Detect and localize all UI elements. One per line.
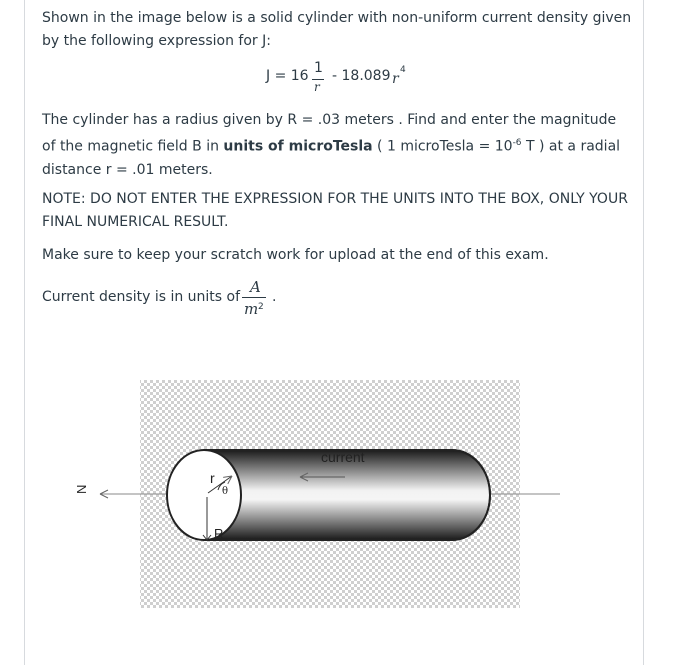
eq-exponent: 4 — [400, 65, 406, 75]
density-den-base: m — [244, 300, 259, 318]
cylinder-figure — [60, 380, 580, 610]
eq-var: r — [392, 71, 399, 87]
cylinder-end-face — [167, 450, 241, 540]
eq-lhs: J = 16 — [266, 68, 309, 84]
density-units-line — [42, 276, 632, 326]
density-den-exp: 2 — [258, 302, 264, 312]
density-period: . — [272, 289, 277, 305]
problem-text-part2: ( 1 microTesla = 10 — [372, 138, 513, 155]
N-label: N — [74, 484, 89, 494]
density-units-text: Current density is in units of — [42, 289, 241, 305]
scratch-text: Make sure to keep your scratch work for upload at the end of this exam. — [42, 247, 549, 263]
intro-text: Shown in the image below is a solid cylinder with non-uniform current density given by the following expression for J: — [42, 10, 632, 49]
r-label: r — [210, 470, 215, 486]
eq-middle: - 18.089 — [332, 68, 391, 84]
density-numerator: A — [250, 278, 261, 296]
R-label: R — [214, 526, 224, 541]
problem-text-part3: T ) at a radial distance r = .01 meters. — [42, 138, 621, 178]
problem-text — [42, 109, 632, 182]
units-bold: units of microTesla — [223, 138, 373, 155]
eq-denominator: r — [314, 80, 320, 94]
micro-exponent: -6 — [512, 138, 522, 148]
note-text: NOTE: DO NOT ENTER THE EXPRESSION FOR THE UNITS INTO THE BOX, ONLY YOUR FINAL NUMERICAL RESULT. — [42, 191, 628, 230]
current-label: current — [321, 449, 365, 465]
eq-numerator: 1 — [314, 60, 323, 76]
theta-label: θ — [222, 486, 229, 497]
problem-text-part1: The cylinder has a radius given by R = .03 meters . Find and enter the magnitude of the magnetic field B in — [42, 112, 617, 155]
